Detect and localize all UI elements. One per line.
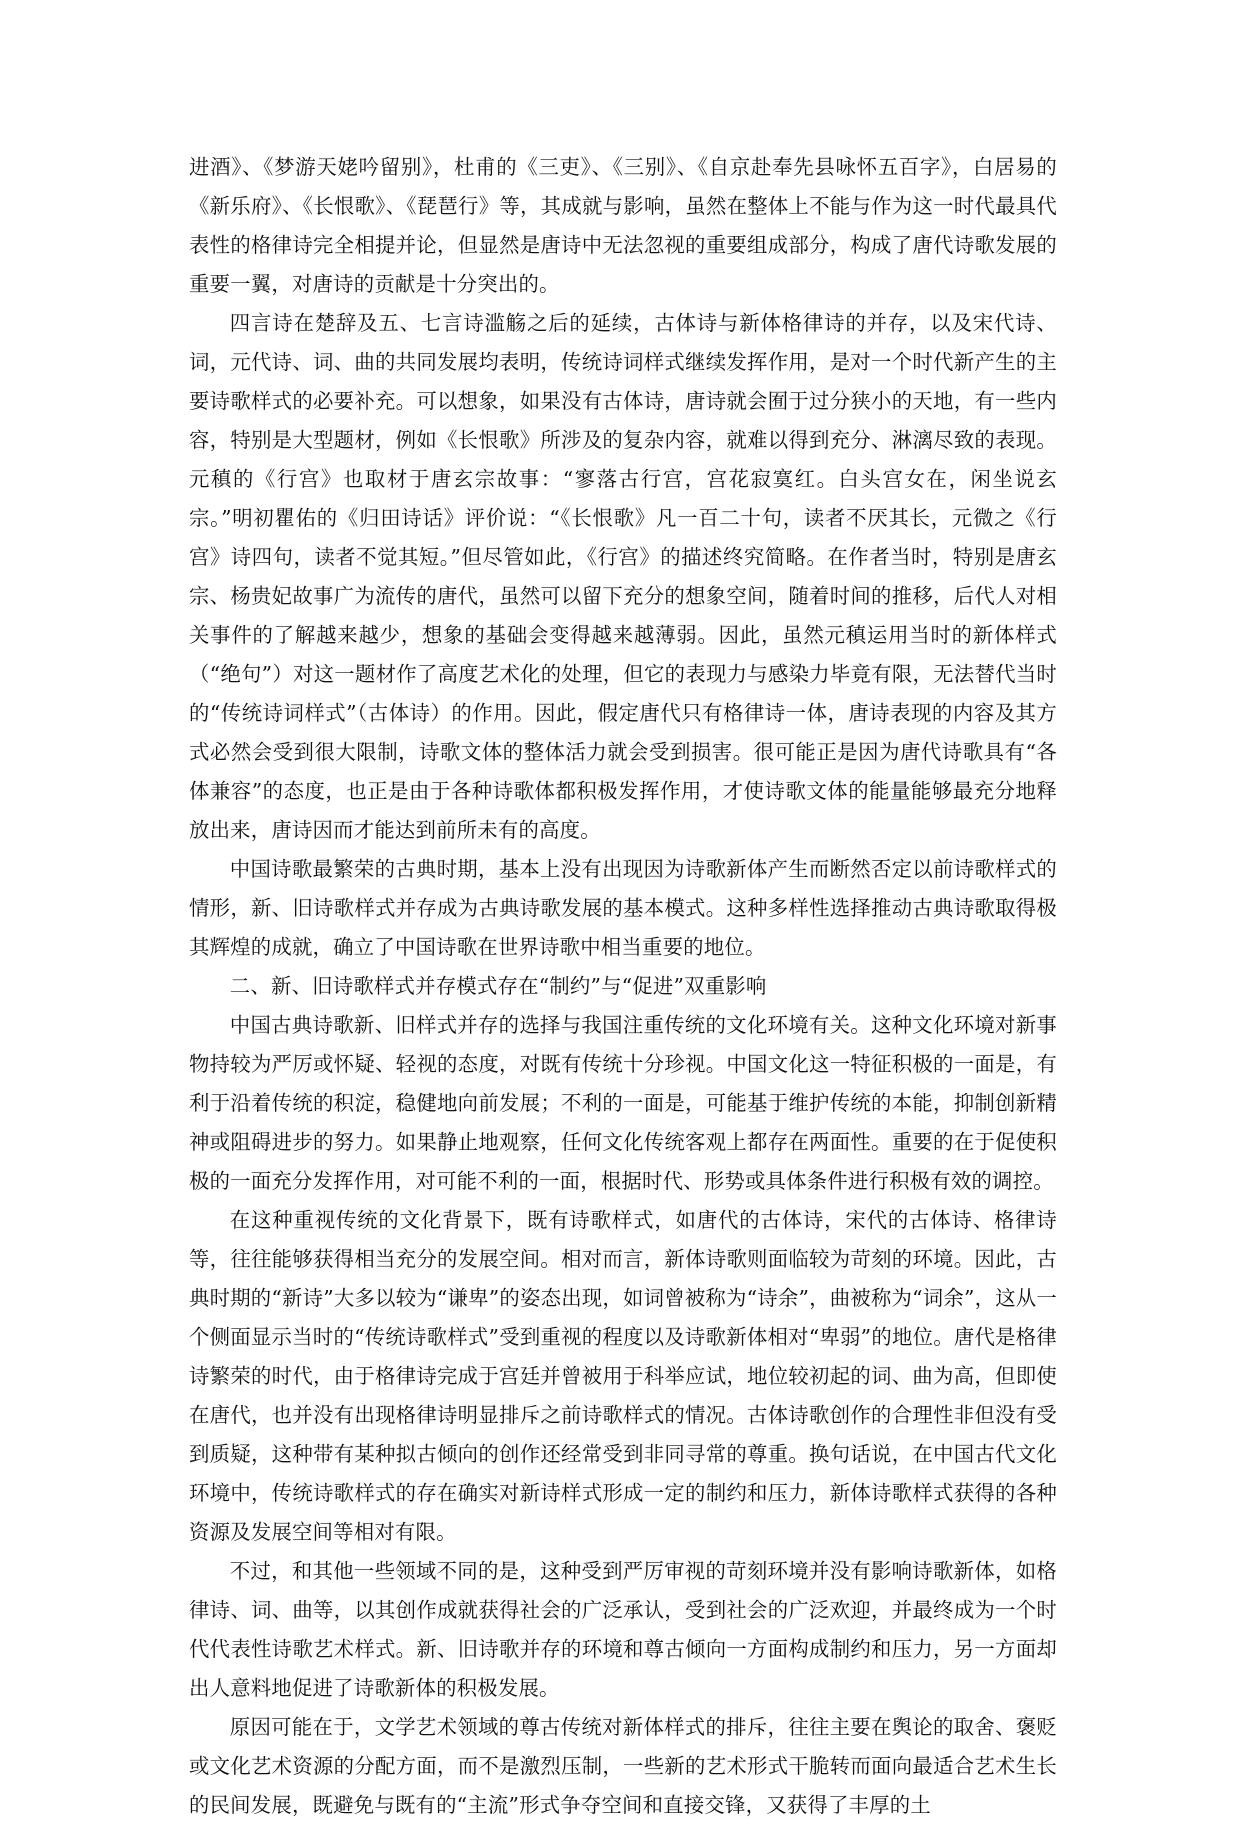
paragraph: 四言诗在楚辞及五、七言诗滥觞之后的延续，古体诗与新体格律诗的并存，以及宋代诗、词，元代诗、词、曲的共同发展均表明，传统诗词样式继续发挥作用，是对一个时代新产生的主要诗歌样式的必要补充。可以想象，如果没有古体诗，唐诗就会囿于过分狭小的天地，有一些内容，特别是大型题材，例如《长恨歌》所涉及的复杂内容，就难以得到充分、淋漓尽致的表现。元稹的《行宫》也取材于唐玄宗故事：“寥落古行宫，宫花寂寞红。白头宫女在，闲坐说玄宗。”明初瞿佑的《归田诗话》评价说：“《长恨歌》凡一百二十句，读者不厌其长，元微之《行宫》诗四句，读者不觉其短。”但尽管如此，《行宫》的描述终究简略。在作者当时，特别是唐玄宗、杨贵妃故事广为流传的唐代，虽然可以留下充分的想象空间，随着时间的推移，后代人对相关事件的了解越来越少，想象的基础会变得越来越薄弱。因此，虽然元稹运用当时的新体样式（“绝句”）对这一题材作了高度艺术化的处理，但它的表现力与感染力毕竟有限，无法替代当时的“传统诗词样式”（古体诗）的作用。因此，假定唐代只有格律诗一体，唐诗表现的内容及其方式必然会受到很大限制，诗歌文体的整体活力就会受到损害。很可能正是因为唐代诗歌具有“各体兼容”的态度，也正是由于各种诗歌体都积极发挥作用，才使诗歌文体的能量能够最充分地释放出来，唐诗因而才能达到前所未有的高度。	[189, 311, 1057, 842]
paragraph: 不过，和其他一些领域不同的是，这种受到严厉审视的苛刻环境并没有影响诗歌新体，如格律诗、词、曲等，以其创作成就获得社会的广泛承认，受到社会的广泛欢迎，并最终成为一个时代代表性诗歌艺术样式。新、旧诗歌并存的环境和尊古倾向一方面构成制约和压力，另一方面却出人意料地促进了诗歌新体的积极发展。	[189, 1559, 1057, 1700]
section-heading: 二、新、旧诗歌样式并存模式存在“制约”与“促进”双重影响	[229, 974, 767, 998]
paragraph-continuation: 进酒》、《梦游天姥吟留别》，杜甫的《三吏》、《三别》、《自京赴奉先县咏怀五百字》，白居易的《新乐府》、《长恨歌》、《琵琶行》等，其成就与影响，虽然在整体上不能与作为这一时代最具代表性的格律诗完全相提并论，但显然是唐诗中无法忽视的重要组成部分，构成了唐代诗歌发展的重要一翼，对唐诗的贡献是十分突出的。	[189, 155, 1057, 296]
paragraph: 中国古典诗歌新、旧样式并存的选择与我国注重传统的文化环境有关。这种文化环境对新事物持较为严厉或怀疑、轻视的态度，对既有传统十分珍视。中国文化这一特征积极的一面是，有利于沿着传统的积淀，稳健地向前发展；不利的一面是，可能基于维护传统的本能，抑制创新精神或阻碍进步的努力。如果静止地观察，任何文化传统客观上都存在两面性。重要的在于促使积极的一面充分发挥作用，对可能不利的一面，根据时代、形势或具体条件进行积极有效的调控。	[189, 1013, 1057, 1193]
paragraph: 中国诗歌最繁荣的古典时期，基本上没有出现因为诗歌新体产生而断然否定以前诗歌样式的情形，新、旧诗歌样式并存成为古典诗歌发展的基本模式。这种多样性选择推动古典诗歌取得极其辉煌的成就，确立了中国诗歌在世界诗歌中相当重要的地位。	[189, 857, 1057, 959]
body-text	[189, 148, 1057, 1825]
paragraph: 原因可能在于，文学艺术领域的尊古传统对新体样式的排斥，往往主要在舆论的取舍、褒贬或文化艺术资源的分配方面，而不是激烈压制，一些新的艺术形式干脆转而面向最适合艺术生长的民间发展，既避免与既有的“主流”形式争夺空间和直接交锋，又获得了丰厚的土	[189, 1715, 1057, 1817]
paragraph: 在这种重视传统的文化背景下，既有诗歌样式，如唐代的古体诗，宋代的古体诗、格律诗等，往往能够获得相当充分的发展空间。相对而言，新体诗歌则面临较为苛刻的环境。因此，古典时期的“新诗”大多以较为“谦卑”的姿态出现，如词曾被称为“诗余”，曲被称为“词余”，这从一个侧面显示当时的“传统诗歌样式”受到重视的程度以及诗歌新体相对“卑弱”的地位。唐代是格律诗繁荣的时代，由于格律诗完成于宫廷并曾被用于科举应试，地位较初起的词、曲为高，但即使在唐代，也并没有出现格律诗明显排斥之前诗歌样式的情况。古体诗歌创作的合理性非但没有受到质疑，这种带有某种拟古倾向的创作还经常受到非同寻常的尊重。换句话说，在中国古代文化环境中，传统诗歌样式的存在确实对新诗样式形成一定的制约和压力，新体诗歌样式获得的各种资源及发展空间等相对有限。	[189, 1208, 1057, 1544]
